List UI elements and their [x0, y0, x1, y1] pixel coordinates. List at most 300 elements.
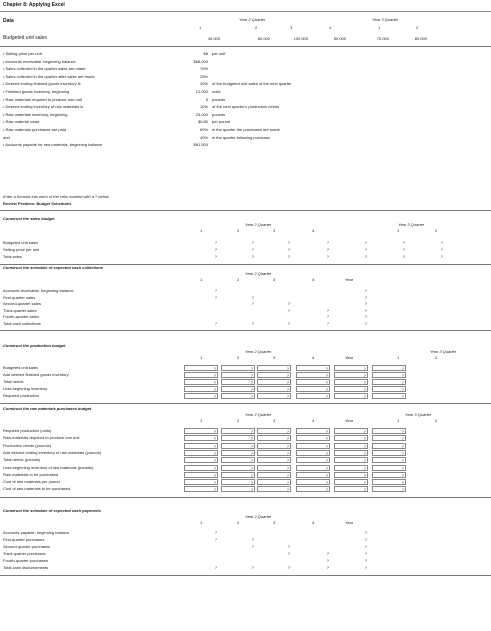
formula-cell[interactable] — [221, 450, 255, 456]
formula-cell-marker: ? — [440, 247, 443, 252]
formula-cell-marker: ? — [401, 380, 404, 385]
assumption-note: units — [212, 89, 221, 94]
formula-cell-marker: ? — [325, 429, 328, 434]
row-label: Raw materials required to produce one unit — [3, 435, 80, 441]
formula-cell-marker: ? — [326, 558, 329, 563]
assumption-note: pounds — [212, 96, 226, 102]
formula-cell[interactable] — [334, 295, 368, 301]
formula-cell-marker: ? — [250, 380, 253, 385]
formula-cell[interactable] — [257, 254, 291, 260]
formula-cell[interactable] — [296, 254, 330, 260]
formula-cell[interactable] — [334, 379, 368, 385]
formula-cell[interactable] — [334, 308, 368, 314]
formula-cell[interactable] — [257, 457, 291, 463]
formula-cell-marker: ? — [363, 436, 366, 442]
formula-cell-marker: ? — [364, 544, 367, 549]
formula-cell-marker: ? — [251, 294, 254, 300]
formula-cell-marker: ? — [286, 487, 289, 493]
instruction-text: Enter a formula into each of the cells marked with a ? below — [3, 194, 109, 199]
formula-cell[interactable] — [372, 443, 406, 449]
formula-cell[interactable] — [257, 486, 291, 492]
formula-cell-marker: ? — [250, 450, 253, 456]
formula-cell[interactable] — [257, 301, 291, 307]
quarter-number-3: 3 — [273, 277, 276, 282]
formula-cell-marker: ? — [364, 254, 367, 259]
quarter-number-3: 3 — [273, 520, 276, 525]
formula-cell[interactable] — [257, 544, 291, 550]
formula-cell[interactable] — [372, 479, 406, 485]
formula-cell-marker: ? — [401, 450, 404, 456]
schedule-title: Construct the production budget — [3, 343, 66, 348]
formula-cell[interactable] — [334, 537, 368, 543]
formula-cell[interactable] — [296, 314, 330, 320]
assumption-value[interactable]: $65,000 — [193, 58, 208, 64]
formula-cell[interactable] — [372, 486, 406, 492]
formula-cell[interactable] — [334, 457, 368, 463]
formula-cell-marker: ? — [214, 294, 217, 300]
formula-cell[interactable] — [334, 544, 368, 550]
row-label: Selling price per unit — [3, 247, 40, 252]
formula-cell[interactable] — [257, 372, 291, 378]
formula-cell-marker: ? — [325, 465, 328, 471]
formula-cell[interactable] — [184, 379, 218, 385]
formula-cell[interactable] — [221, 295, 255, 301]
formula-cell[interactable] — [221, 365, 255, 371]
formula-cell[interactable] — [184, 372, 218, 378]
formula-cell[interactable] — [184, 295, 218, 301]
formula-cell[interactable] — [257, 386, 291, 392]
formula-cell-marker: ? — [326, 254, 329, 259]
formula-cell-marker: ? — [287, 551, 290, 556]
formula-cell[interactable] — [184, 247, 218, 253]
formula-cell[interactable] — [334, 393, 368, 399]
row-label: Add desired ending inventory of raw materials (pounds) — [3, 449, 102, 455]
formula-cell[interactable] — [410, 240, 444, 246]
formula-cell[interactable] — [372, 472, 406, 478]
formula-cell[interactable] — [296, 479, 330, 485]
formula-cell[interactable] — [334, 428, 368, 434]
formula-cell[interactable] — [334, 558, 368, 564]
formula-cell[interactable] — [184, 443, 218, 449]
assumption-label: • Finished goods inventory, beginning — [3, 89, 70, 94]
unit-sales-value[interactable]: 80,000 — [414, 36, 427, 41]
formula-cell[interactable] — [184, 465, 218, 471]
formula-cell[interactable] — [334, 321, 368, 327]
formula-cell[interactable] — [372, 435, 406, 441]
formula-cell[interactable] — [334, 530, 368, 536]
formula-cell[interactable] — [334, 314, 368, 320]
formula-cell-marker: ? — [250, 465, 253, 471]
formula-cell[interactable] — [296, 308, 330, 314]
formula-cell[interactable] — [372, 386, 406, 392]
formula-cell[interactable] — [372, 247, 406, 253]
formula-cell-marker: ? — [364, 247, 367, 252]
formula-cell[interactable] — [372, 254, 406, 260]
formula-cell[interactable] — [257, 365, 291, 371]
formula-cell-marker: ? — [250, 373, 253, 378]
formula-cell-marker: ? — [326, 551, 329, 556]
data-rule — [0, 46, 491, 47]
formula-cell-marker: ? — [251, 544, 254, 549]
formula-cell[interactable] — [372, 465, 406, 471]
schedule-title: Construct the raw materials purchases budget — [3, 406, 92, 411]
assumption-value[interactable]: 10% — [199, 104, 208, 110]
formula-cell-marker: ? — [325, 394, 328, 399]
formula-cell[interactable] — [221, 321, 255, 327]
formula-cell-marker: ? — [440, 254, 443, 259]
formula-cell[interactable] — [221, 472, 255, 478]
quarter-number-1: 1 — [200, 520, 203, 525]
formula-cell[interactable] — [334, 486, 368, 492]
formula-cell-marker: ? — [401, 487, 404, 493]
formula-cell[interactable] — [184, 393, 218, 399]
formula-cell-marker: ? — [286, 465, 289, 471]
formula-cell-marker: ? — [401, 436, 404, 442]
formula-cell[interactable] — [257, 321, 291, 327]
formula-cell[interactable] — [184, 530, 218, 536]
formula-cell[interactable] — [410, 247, 444, 253]
formula-cell[interactable] — [296, 379, 330, 385]
formula-cell[interactable] — [257, 565, 291, 571]
formula-cell-marker: ? — [401, 472, 404, 478]
formula-cell[interactable] — [221, 301, 255, 307]
formula-cell-marker: ? — [250, 487, 253, 493]
formula-cell[interactable] — [334, 240, 368, 246]
formula-cell-marker: ? — [364, 320, 367, 326]
formula-cell[interactable] — [334, 365, 368, 371]
row-label: Accounts payable, beginning balance — [3, 530, 70, 535]
quarter-number-2: 2 — [237, 228, 240, 233]
assumption-value[interactable]: 30% — [199, 81, 208, 87]
year2-quarter-header: Year 2 Quarter — [245, 412, 272, 417]
formula-cell-marker: ? — [250, 366, 253, 371]
formula-cell-marker: ? — [287, 320, 290, 326]
row-label: Total sales — [3, 254, 22, 259]
quarter-number-3: 3 — [290, 25, 293, 30]
formula-cell[interactable] — [257, 379, 291, 385]
year3-quarter-header: Year 3 Quarter — [405, 412, 432, 417]
formula-cell-marker: ? — [402, 247, 405, 252]
formula-cell-marker: ? — [363, 450, 366, 456]
formula-cell-marker: ? — [286, 366, 289, 371]
formula-cell[interactable] — [221, 386, 255, 392]
formula-cell[interactable] — [257, 465, 291, 471]
assumption-label: • Raw materials purchases are paid — [3, 127, 66, 132]
formula-cell[interactable] — [334, 435, 368, 441]
formula-cell[interactable] — [221, 544, 255, 550]
formula-cell[interactable] — [184, 428, 218, 434]
formula-cell[interactable] — [257, 479, 291, 485]
formula-cell[interactable] — [184, 254, 218, 260]
formula-cell[interactable] — [296, 365, 330, 371]
formula-cell[interactable] — [296, 386, 330, 392]
formula-cell[interactable] — [184, 537, 218, 543]
formula-cell-marker: ? — [364, 314, 367, 319]
formula-cell-marker: ? — [286, 387, 289, 392]
formula-cell[interactable] — [257, 240, 291, 246]
formula-cell[interactable] — [296, 240, 330, 246]
formula-cell-marker: ? — [286, 472, 289, 478]
formula-cell-marker: ? — [213, 458, 216, 464]
formula-cell-marker: ? — [213, 429, 216, 434]
formula-cell[interactable] — [296, 486, 330, 492]
formula-cell[interactable] — [334, 254, 368, 260]
formula-cell-marker: ? — [286, 450, 289, 456]
formula-cell-marker: ? — [363, 458, 366, 464]
formula-cell-marker: ? — [364, 240, 367, 245]
formula-cell[interactable] — [296, 565, 330, 571]
assumption-value[interactable]: 75% — [199, 66, 208, 72]
row-label: Required production — [3, 393, 40, 398]
formula-cell-marker: ? — [401, 366, 404, 371]
formula-cell[interactable] — [184, 386, 218, 392]
formula-cell[interactable] — [221, 428, 255, 434]
assumption-note: pounds — [212, 111, 226, 117]
formula-cell-marker: ? — [251, 247, 254, 252]
assumption-value[interactable]: 25% — [199, 73, 208, 79]
formula-cell-marker: ? — [440, 240, 443, 245]
formula-cell[interactable] — [257, 308, 291, 314]
year2-quarter-header: Year 2 Quarter — [245, 514, 272, 519]
y3-quarter-number-1: 1 — [397, 228, 400, 233]
formula-cell-marker: ? — [326, 307, 329, 313]
formula-cell-marker: ? — [214, 537, 217, 542]
formula-cell[interactable] — [221, 443, 255, 449]
formula-cell[interactable] — [221, 465, 255, 471]
formula-cell[interactable] — [257, 393, 291, 399]
formula-cell[interactable] — [296, 247, 330, 253]
row-label: First-quarter sales — [3, 294, 36, 300]
quarter-number-1: 1 — [200, 418, 203, 423]
schedule-title: Construct the schedule of expected cash collections — [3, 265, 104, 270]
assumption-value[interactable]: $8 — [203, 51, 208, 56]
formula-cell[interactable] — [372, 365, 406, 371]
year-column-header: Year — [345, 520, 354, 525]
chapter-title: Chapter 8: Applying Excel — [3, 2, 65, 8]
formula-cell[interactable] — [257, 450, 291, 456]
formula-cell[interactable] — [296, 465, 330, 471]
formula-cell[interactable] — [334, 450, 368, 456]
assumption-note: in the quarter the purchases are made — [212, 127, 280, 132]
formula-cell[interactable] — [296, 551, 330, 557]
formula-cell[interactable] — [296, 450, 330, 456]
assumption-value[interactable]: 23,000 — [195, 111, 208, 117]
row-label: Third-quarter sales — [3, 307, 37, 313]
formula-cell-marker: ? — [364, 530, 367, 535]
formula-cell[interactable] — [221, 254, 255, 260]
assumption-note: per unit — [212, 51, 226, 56]
formula-cell[interactable] — [221, 393, 255, 399]
y3-quarter-number-2: 2 — [435, 418, 438, 423]
formula-cell[interactable] — [184, 472, 218, 478]
y3-quarter-number-1: 1 — [378, 25, 381, 30]
formula-cell-marker: ? — [401, 429, 404, 434]
assumption-label: • Sales collected in the quarter after sales are made — [3, 73, 95, 79]
year2-quarter-header: Year 2 Quarter — [239, 17, 266, 22]
formula-cell[interactable] — [221, 537, 255, 543]
formula-cell-marker: ? — [325, 436, 328, 442]
formula-cell[interactable] — [372, 240, 406, 246]
formula-cell[interactable] — [221, 565, 255, 571]
quarter-number-2: 2 — [255, 25, 258, 30]
formula-cell[interactable] — [257, 435, 291, 441]
year-column-header: Year — [345, 277, 354, 282]
formula-cell[interactable] — [372, 457, 406, 463]
y3-quarter-number-2: 2 — [416, 25, 419, 30]
row-label: Less beginning inventory of raw materials (pounds) — [3, 464, 94, 470]
assumption-label: and — [3, 134, 10, 140]
assumption-value[interactable]: $81,500 — [193, 142, 208, 148]
formula-cell[interactable] — [296, 393, 330, 399]
formula-cell-marker: ? — [363, 480, 366, 486]
formula-cell[interactable] — [184, 457, 218, 463]
formula-cell[interactable] — [184, 565, 218, 571]
review-problem-title: Review Problem: Budget Schedules — [3, 201, 72, 206]
formula-cell-marker: ? — [363, 443, 366, 449]
formula-cell-marker: ? — [250, 436, 253, 442]
formula-cell[interactable] — [296, 443, 330, 449]
unit-sales-value[interactable]: 50,000 — [333, 36, 346, 41]
formula-cell[interactable] — [257, 551, 291, 557]
formula-cell-marker: ? — [213, 450, 216, 456]
formula-cell[interactable] — [221, 479, 255, 485]
schedule-title: Construct the schedule of expected cash payments — [3, 508, 101, 513]
formula-cell-marker: ? — [214, 247, 217, 252]
quarter-number-4: 4 — [312, 228, 315, 233]
year3-quarter-header: Year 3 Quarter — [372, 17, 399, 22]
formula-cell[interactable] — [221, 379, 255, 385]
formula-cell-marker: ? — [326, 247, 329, 252]
formula-cell[interactable] — [334, 565, 368, 571]
y3-quarter-number-1: 1 — [397, 418, 400, 423]
formula-cell-marker: ? — [251, 537, 254, 542]
y3-quarter-number-2: 2 — [435, 228, 438, 233]
quarter-number-2: 2 — [237, 277, 240, 282]
assumption-value[interactable]: 12,000 — [195, 89, 208, 94]
unit-sales-value[interactable]: 40,000 — [207, 36, 220, 41]
formula-cell[interactable] — [184, 288, 218, 294]
formula-cell-marker: ? — [287, 307, 290, 313]
formula-cell[interactable] — [296, 435, 330, 441]
formula-cell[interactable] — [184, 486, 218, 492]
section-rule — [0, 330, 491, 331]
quarter-number-3: 3 — [273, 228, 276, 233]
formula-cell[interactable] — [334, 479, 368, 485]
assumption-value[interactable]: 5 — [205, 96, 208, 102]
formula-cell-marker: ? — [401, 394, 404, 399]
formula-cell-marker: ? — [213, 436, 216, 442]
formula-cell-marker: ? — [325, 480, 328, 486]
formula-cell-marker: ? — [326, 565, 329, 570]
formula-cell-marker: ? — [250, 458, 253, 464]
assumption-value[interactable]: $0.80 — [197, 119, 208, 125]
unit-sales-value[interactable]: 60,000 — [257, 36, 270, 41]
row-label: Fourth-quarter purchases — [3, 558, 49, 563]
assumption-label: • Desired ending finished goods inventory is — [3, 81, 81, 87]
formula-cell[interactable] — [257, 443, 291, 449]
formula-cell[interactable] — [221, 486, 255, 492]
formula-cell-marker: ? — [214, 240, 217, 245]
formula-cell[interactable] — [221, 240, 255, 246]
row-label: Raw materials to be purchased — [3, 471, 59, 477]
year2-quarter-header: Year 2 Quarter — [245, 271, 272, 276]
formula-cell-marker: ? — [214, 320, 217, 326]
formula-cell[interactable] — [296, 321, 330, 327]
row-label: Budgeted unit sales — [3, 365, 39, 370]
formula-cell[interactable] — [257, 428, 291, 434]
formula-cell[interactable] — [184, 240, 218, 246]
formula-cell-marker: ? — [325, 373, 328, 378]
formula-cell[interactable] — [296, 457, 330, 463]
formula-cell[interactable] — [334, 386, 368, 392]
formula-cell-marker: ? — [251, 254, 254, 259]
formula-cell[interactable] — [221, 247, 255, 253]
formula-cell[interactable] — [257, 472, 291, 478]
formula-cell[interactable] — [372, 428, 406, 434]
row-label: Required production (units) — [3, 428, 52, 433]
assumption-value[interactable]: 40% — [199, 134, 208, 140]
formula-cell[interactable] — [372, 393, 406, 399]
formula-cell-marker: ? — [250, 394, 253, 399]
formula-cell[interactable] — [184, 435, 218, 441]
formula-cell-marker: ? — [214, 565, 217, 570]
formula-cell[interactable] — [334, 247, 368, 253]
row-label: Total cash disbursements — [3, 565, 49, 570]
formula-cell[interactable] — [296, 428, 330, 434]
formula-cell[interactable] — [334, 443, 368, 449]
formula-cell[interactable] — [184, 365, 218, 371]
formula-cell[interactable] — [334, 301, 368, 307]
formula-cell[interactable] — [296, 472, 330, 478]
formula-cell[interactable] — [334, 288, 368, 294]
formula-cell-marker: ? — [325, 450, 328, 456]
schedule-title: Construct the sales budget — [3, 216, 55, 221]
quarter-number-3: 3 — [273, 355, 276, 360]
formula-cell[interactable] — [334, 551, 368, 557]
formula-cell[interactable] — [221, 372, 255, 378]
formula-cell[interactable] — [184, 479, 218, 485]
formula-cell[interactable] — [334, 472, 368, 478]
y3-quarter-number-1: 1 — [397, 355, 400, 360]
formula-cell-marker: ? — [363, 487, 366, 493]
unit-sales-value[interactable]: 100,000 — [293, 36, 308, 41]
formula-cell[interactable] — [410, 254, 444, 260]
formula-cell[interactable] — [221, 435, 255, 441]
assumption-value[interactable]: 60% — [199, 127, 208, 132]
formula-cell[interactable] — [221, 457, 255, 463]
formula-cell[interactable] — [296, 558, 330, 564]
formula-cell-marker: ? — [363, 429, 366, 434]
year-column-header: Year — [345, 355, 354, 360]
formula-cell[interactable] — [372, 379, 406, 385]
formula-cell[interactable] — [372, 450, 406, 456]
formula-cell-marker: ? — [325, 472, 328, 478]
assumption-note: in the quarter following purchase — [212, 134, 270, 140]
formula-cell[interactable] — [184, 321, 218, 327]
formula-cell[interactable] — [184, 450, 218, 456]
unit-sales-value[interactable]: 70,000 — [376, 36, 389, 41]
formula-cell[interactable] — [257, 247, 291, 253]
formula-cell[interactable] — [296, 372, 330, 378]
formula-cell[interactable] — [334, 372, 368, 378]
formula-cell[interactable] — [372, 372, 406, 378]
assumption-label: • Raw materials inventory, beginning — [3, 111, 68, 117]
formula-cell-marker: ? — [250, 387, 253, 392]
row-label: Total cash collections — [3, 320, 41, 326]
formula-cell[interactable] — [334, 465, 368, 471]
y3-quarter-number-2: 2 — [435, 355, 438, 360]
year-column-header: Year — [345, 418, 354, 423]
